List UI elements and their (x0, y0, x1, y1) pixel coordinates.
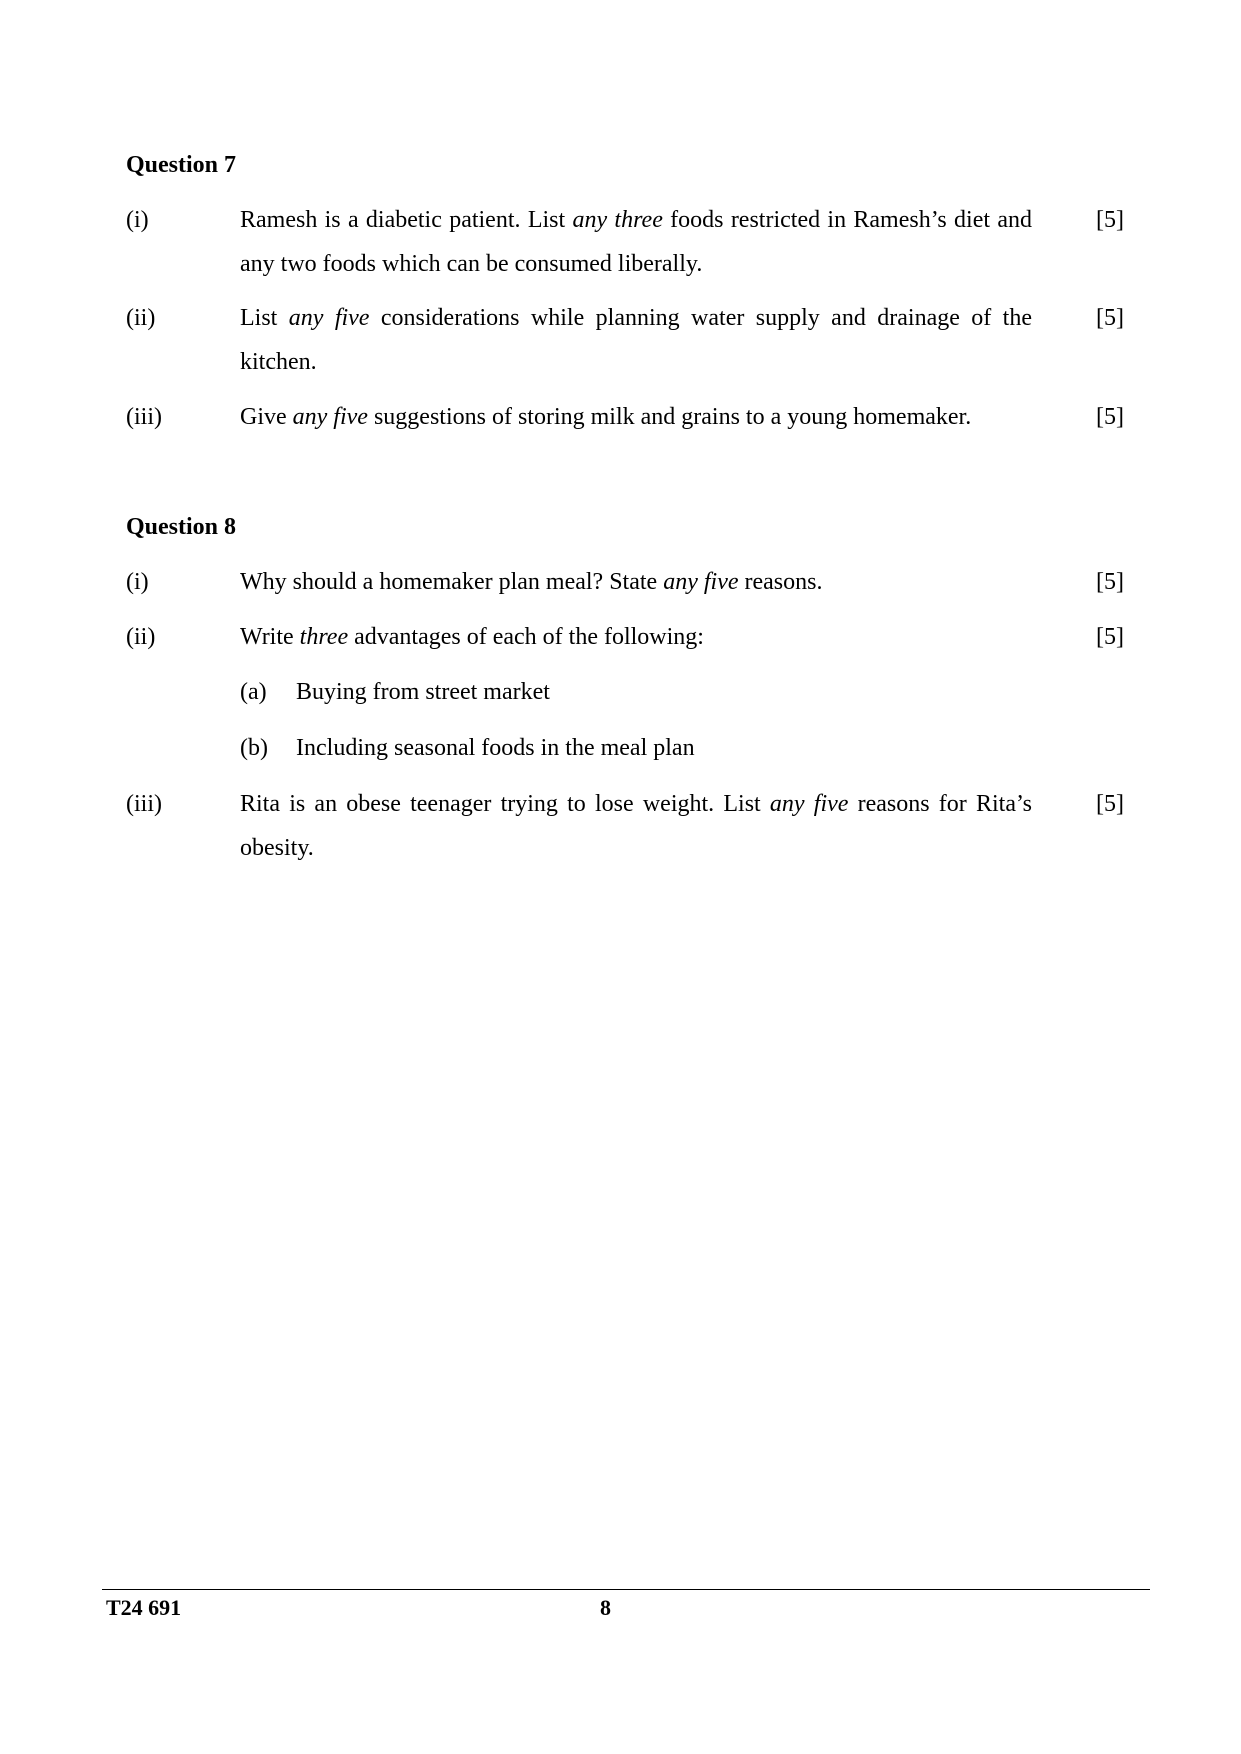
q8-ii-a-label: (a) (240, 679, 267, 705)
q8-ii-text (240, 615, 1032, 659)
q7-i-emphasis: any three (572, 207, 663, 233)
footer-paper-code: T24 691 (106, 1595, 182, 1620)
q8-iii-text-part2: reasons for Rita’s obesity. (240, 791, 1032, 861)
q7-ii-text-part2: considerations while planning water supply and drainage of the kitchen. (240, 305, 1033, 375)
q7-ii-emphasis: any five (288, 305, 370, 331)
q8-iii-marks: [5] (1096, 791, 1124, 817)
q8-ii-a-text: Buying from street market (296, 679, 550, 705)
q7-ii-text-part1: List (240, 305, 289, 331)
q8-iii-text-part1: Rita is an obese teenager trying to lose weight. List (240, 791, 770, 817)
q8-ii-text-part1: Write (240, 624, 300, 650)
q8-i-emphasis: any five (663, 569, 739, 595)
q8-ii-number: (ii) (126, 624, 156, 650)
q8-i-number: (i) (126, 569, 149, 595)
q7-iii-text-part2: suggestions of storing milk and grains to a young homemaker. (367, 404, 972, 430)
q8-i-marks: [5] (1096, 569, 1124, 595)
q7-iii-marks: [5] (1096, 404, 1124, 430)
question-7-title: Question 7 (126, 152, 237, 178)
q8-ii-emphasis: three (299, 624, 349, 650)
q7-iii-text (240, 395, 1032, 439)
footer-page-number: 8 (600, 1595, 611, 1620)
q7-ii-number: (ii) (126, 305, 156, 331)
q8-ii-b-text: Including seasonal foods in the meal plan (296, 735, 695, 761)
q7-iii-number: (iii) (126, 404, 162, 430)
q7-i-marks: [5] (1096, 207, 1124, 233)
q8-ii-b-label: (b) (240, 735, 268, 761)
q7-iii-emphasis: any five (292, 404, 368, 430)
q8-iii-number: (iii) (126, 791, 162, 817)
q7-i-text-part2: foods restricted in Ramesh’s diet and any two foods which can be consumed liberally. (240, 207, 1032, 277)
q7-ii-marks: [5] (1096, 305, 1124, 331)
q8-i-text (240, 560, 1032, 604)
q8-i-text-part1: Why should a homemaker plan meal? State (240, 569, 664, 595)
question-8-title: Question 8 (126, 514, 237, 540)
q7-i-text (240, 198, 1032, 286)
q8-i-text-part2: reasons. (738, 569, 823, 595)
footer-divider (102, 1589, 1150, 1590)
q8-iii-emphasis: any five (769, 791, 849, 817)
q7-iii-text-part1: Give (240, 404, 293, 430)
q8-iii-text (240, 782, 1032, 870)
q8-ii-marks: [5] (1096, 624, 1124, 650)
q8-ii-text-part2: advantages of each of the following: (348, 624, 704, 650)
q7-i-text-part1: Ramesh is a diabetic patient. List (240, 207, 573, 233)
q7-i-number: (i) (126, 207, 149, 233)
q7-ii-text (240, 296, 1032, 384)
